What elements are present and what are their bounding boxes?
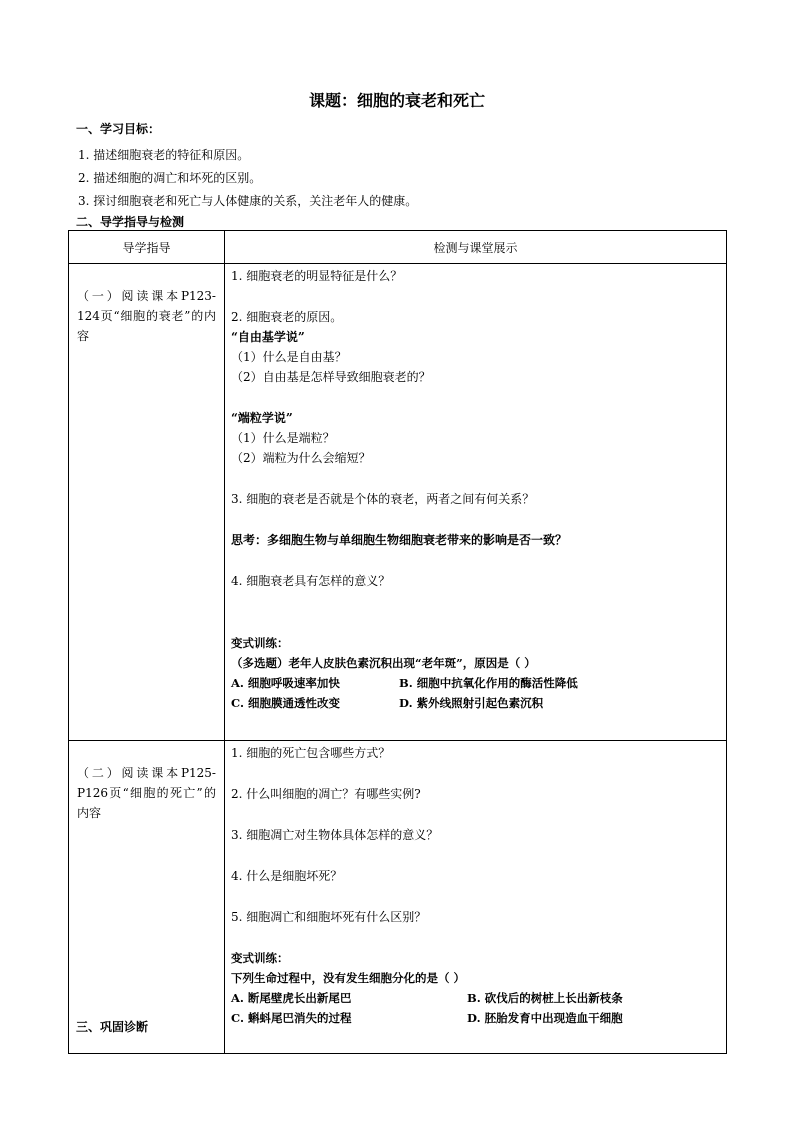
check-cell-death <box>225 741 727 1054</box>
exercise-options <box>231 673 720 693</box>
question: 4. 细胞衰老具有怎样的意义？ <box>231 574 391 588</box>
exercise-options <box>231 693 720 713</box>
question: 3. 细胞凋亡对生物体具体怎样的意义？ <box>231 828 439 842</box>
question: 2. 细胞衰老的原因。 <box>231 310 343 324</box>
option-c: C. 细胞膜通透性改变 <box>231 696 340 710</box>
section-heading-goals: 一、学习目标： <box>76 122 161 136</box>
question: 2. 什么叫细胞的凋亡？有哪些实例? <box>231 787 421 801</box>
goal-item: 1. 描述细胞衰老的特征和原因。 <box>78 148 250 162</box>
question: 3. 细胞的衰老是否就是个体的衰老，两者之间有何关系？ <box>231 492 535 506</box>
table-header-row <box>69 231 727 264</box>
exercise-question: 下列生命过程中，没有发生细胞分化的是（ ） <box>231 971 466 985</box>
option-a: A. 断尾壁虎长出新尾巴 <box>231 991 352 1005</box>
question: （2）自由基是怎样导致细胞衰老的？ <box>231 370 431 384</box>
table-row <box>69 741 727 1054</box>
question: （1）什么是自由基？ <box>231 350 347 364</box>
question: 1. 细胞衰老的明显特征是什么？ <box>231 269 403 283</box>
think-prompt: 思考：多细胞生物与单细胞生物细胞衰老带来的影响是否一致？ <box>231 533 568 547</box>
exercise-question: （多选题）老年人皮肤色素沉积出现“老年斑”，原因是（ ） <box>231 656 536 670</box>
option-d: D. 胚胎发育中出现造血干细胞 <box>467 1011 623 1025</box>
option-c: C. 蝌蚪尾巴消失的过程 <box>231 1011 352 1025</box>
exercise-options <box>231 1008 720 1028</box>
exercise-title: 变式训练： <box>231 636 289 650</box>
question: （2）端粒为什么会缩短？ <box>231 451 371 465</box>
page-title: 课题：细胞的衰老和死亡 <box>308 91 485 110</box>
theory-title: “端粒学说” <box>231 411 293 425</box>
question: 1. 细胞的死亡包含哪些方式？ <box>231 746 391 760</box>
option-d: D. 紫外线照射引起色素沉积 <box>399 696 544 710</box>
col-header-check: 检测与课堂展示 <box>225 231 727 264</box>
section-heading-guide: 二、导学指导与检测 <box>76 215 185 229</box>
guide-cell-death: （二）阅读课本P125-P126页“细胞的死亡”的内容 <box>69 741 225 1054</box>
option-b: B. 细胞中抗氧化作用的酶活性降低 <box>399 676 578 690</box>
check-cell-aging <box>225 264 727 741</box>
guide-table <box>68 230 727 1054</box>
goal-item: 3. 探讨细胞衰老和死亡与人体健康的关系，关注老年人的健康。 <box>78 194 418 208</box>
option-b: B. 砍伐后的树桩上长出新枝条 <box>467 991 623 1005</box>
exercise-options <box>231 988 720 1008</box>
question: 5. 细胞凋亡和细胞坏死有什么区别？ <box>231 910 427 924</box>
theory-title: “自由基学说” <box>231 330 305 344</box>
section-heading-review: 三、巩固诊断 <box>76 1020 149 1034</box>
question: 4. 什么是细胞坏死？ <box>231 869 343 883</box>
col-header-guide: 导学指导 <box>69 231 225 264</box>
table-row <box>69 264 727 741</box>
question: （1）什么是端粒？ <box>231 431 335 445</box>
guide-cell-aging: （一）阅读课本P123-124页“细胞的衰老”的内容 <box>69 264 225 741</box>
option-a: A. 细胞呼吸速率加快 <box>231 676 340 690</box>
exercise-title: 变式训练： <box>231 951 289 965</box>
goal-item: 2. 描述细胞的凋亡和坏死的区别。 <box>78 171 262 185</box>
